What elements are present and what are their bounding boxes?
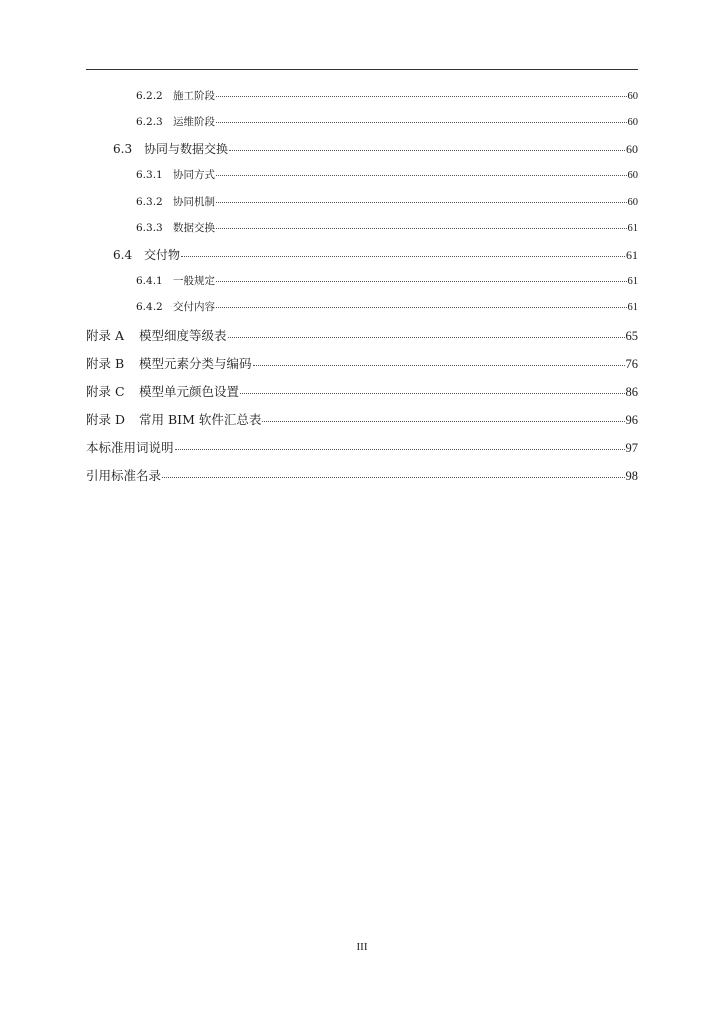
toc-entry-page: 61 xyxy=(627,223,638,234)
dot-leader xyxy=(162,477,624,478)
dot-leader xyxy=(216,122,627,123)
toc-entry-number: 6.4.2 xyxy=(136,301,163,313)
toc-entry-number: 附录 B xyxy=(86,356,125,371)
toc-entry-appendix-a[interactable] xyxy=(86,326,638,344)
toc-entry-title: 模型单元颜色设置 xyxy=(139,384,240,399)
toc-entry-page: 60 xyxy=(627,117,638,128)
toc-entry-title: 协同与数据交换 xyxy=(144,142,229,156)
toc-entry-appendix-b[interactable] xyxy=(86,354,638,372)
dot-leader xyxy=(181,256,625,257)
toc-entry-title: 交付物 xyxy=(144,248,181,262)
toc-entry-appendix-c[interactable] xyxy=(86,382,638,400)
dot-leader xyxy=(228,337,625,338)
toc-entry-6-2-3[interactable] xyxy=(136,114,638,129)
toc-entry-number: 附录 D xyxy=(86,412,125,427)
toc-entry-6-3-1[interactable] xyxy=(136,167,638,182)
toc-entry-number: 附录 A xyxy=(86,328,125,343)
toc-entry-page: 97 xyxy=(625,441,638,455)
dot-leader xyxy=(229,150,625,151)
toc-entry-number: 6.2.2 xyxy=(136,90,163,102)
toc-entry-6-3-2[interactable] xyxy=(136,194,638,209)
toc-entry-page: 60 xyxy=(627,170,638,181)
toc-entry-referenced-standards[interactable] xyxy=(86,466,638,484)
toc-entry-title: 引用标准名录 xyxy=(86,468,162,483)
header-rule xyxy=(86,69,638,70)
toc-entry-number: 6.4 xyxy=(113,248,133,262)
toc-entry-page: 76 xyxy=(625,357,638,371)
toc-entry-page: 65 xyxy=(625,329,638,343)
dot-leader xyxy=(216,175,627,176)
toc-entry-number: 6.3.2 xyxy=(136,196,163,208)
toc-entry-page: 86 xyxy=(625,385,638,399)
dot-leader xyxy=(216,281,627,282)
toc-entry-page: 96 xyxy=(625,413,638,427)
toc-entry-title: 协同方式 xyxy=(173,169,215,181)
dot-leader xyxy=(175,449,625,450)
toc-entry-number: 6.4.1 xyxy=(136,275,163,287)
dot-leader xyxy=(240,393,624,394)
toc-entry-number: 附录 C xyxy=(86,384,125,399)
toc-entry-page: 60 xyxy=(627,91,638,102)
toc-entry-number: 6.2.3 xyxy=(136,116,163,128)
toc-entry-6-4-1[interactable] xyxy=(136,273,638,288)
toc-entry-terms-explanation[interactable] xyxy=(86,438,638,456)
toc-entry-number: 6.3.3 xyxy=(136,222,163,234)
toc-entry-title: 交付内容 xyxy=(173,301,215,313)
dot-leader xyxy=(262,421,624,422)
toc-entry-6-3-3[interactable] xyxy=(136,220,638,235)
toc-entry-page: 61 xyxy=(626,248,638,262)
toc-entry-page: 60 xyxy=(627,197,638,208)
dot-leader xyxy=(216,228,627,229)
toc-entry-title: 协同机制 xyxy=(173,196,215,208)
toc-entry-title: 施工阶段 xyxy=(173,90,215,102)
toc-entry-title: 一般规定 xyxy=(173,275,215,287)
toc-entry-title: 运维阶段 xyxy=(173,116,215,128)
toc-entry-number: 6.3 xyxy=(113,142,133,156)
toc-entry-title: 常用 BIM 软件汇总表 xyxy=(139,412,262,427)
toc-entry-number: 6.3.1 xyxy=(136,169,163,181)
toc-entry-6-2-2[interactable] xyxy=(136,88,638,103)
toc-entry-page: 60 xyxy=(626,142,638,156)
toc-entry-6-4[interactable] xyxy=(113,246,638,263)
toc-entry-6-4-2[interactable] xyxy=(136,299,638,314)
dot-leader xyxy=(216,307,627,308)
toc-entry-6-3[interactable] xyxy=(113,140,638,157)
toc-entry-appendix-d[interactable] xyxy=(86,410,638,428)
toc-entry-title: 本标准用词说明 xyxy=(86,440,174,455)
toc-entry-page: 61 xyxy=(627,276,638,287)
dot-leader xyxy=(216,96,627,97)
footer-page-number: III xyxy=(356,941,368,953)
dot-leader xyxy=(253,365,625,366)
toc-entry-page: 61 xyxy=(627,302,638,313)
dot-leader xyxy=(216,202,627,203)
toc-entry-page: 98 xyxy=(625,469,638,483)
toc-entry-title: 模型细度等级表 xyxy=(139,328,227,343)
toc-entry-title: 模型元素分类与编码 xyxy=(139,356,252,371)
toc-entry-title: 数据交换 xyxy=(173,222,215,234)
